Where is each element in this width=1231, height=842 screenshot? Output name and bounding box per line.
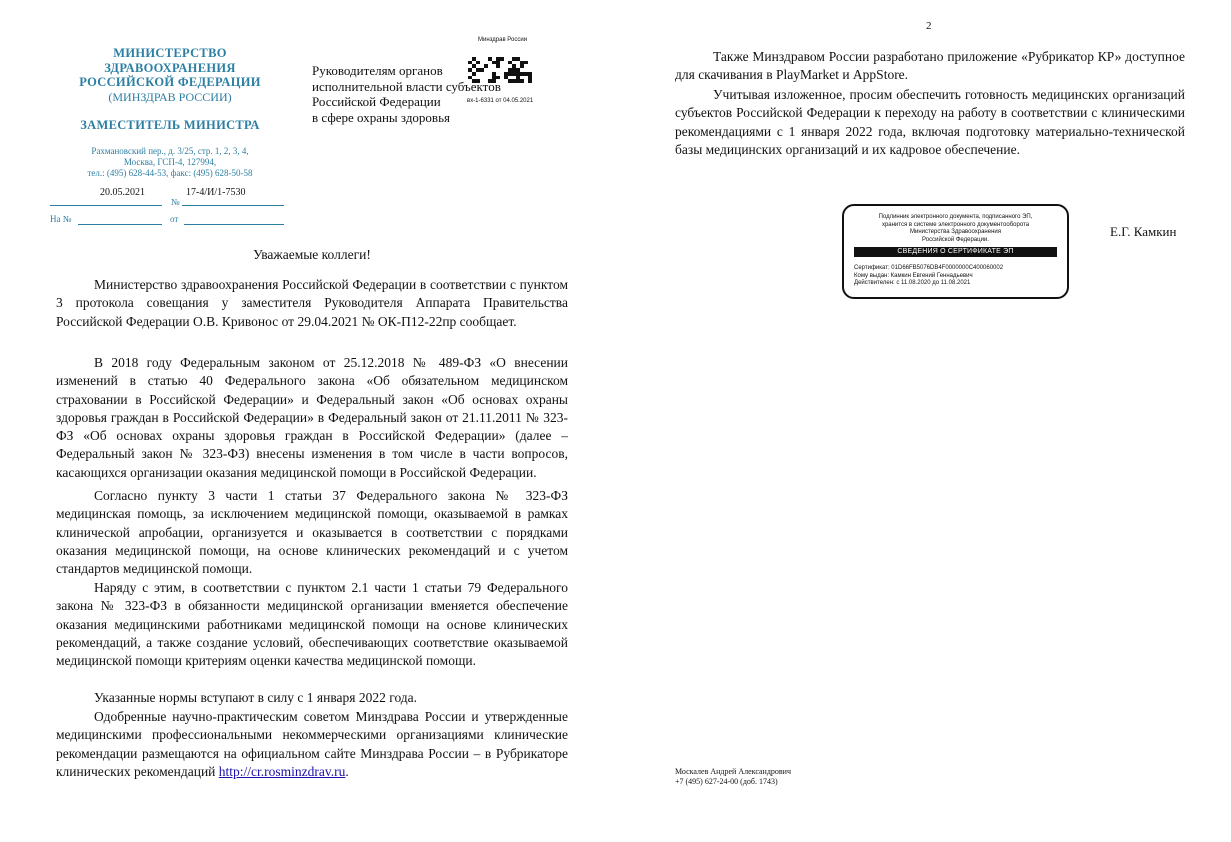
page2-paragraph-1	[675, 48, 1185, 85]
letterhead-position: ЗАМЕСТИТЕЛЬ МИНИСТРА	[80, 117, 260, 132]
stamp-line3: Министерства Здравоохранения	[909, 229, 1001, 235]
body-paragraph-3-text: Согласно пункту 3 части 1 статьи 37 Федерального закона № 323-ФЗ медицинская помощь, за исключением медицинской помощи, оказываемой в рамках клинической апробации, организуется и оказывается в соответствии с порядками оказания медицинской помощи, на основе клинических рекомендаций и с учетом стандартов медицинской помощи.	[56, 488, 568, 577]
body-paragraph-2	[56, 354, 568, 482]
body-paragraph-4-text: Наряду с этим, в соответствии с пунктом 2.1 части 1 статьи 79 Федерального закона № 323-ФЗ в обязанности медицинской организации вменяется обеспечение оказания медицинскими работниками медицинской помощи на основе клинических рекомендаций, а также создание условий, обеспечивающих соответствие оказываемой медицинской помощи критериям оценки качества медицинской помощи.	[56, 580, 568, 669]
stamp-validity: Действителен: с 11.08.2020 до 11.08.2021	[854, 280, 971, 286]
on-number-line	[78, 224, 162, 225]
body-paragraph-4	[56, 579, 568, 670]
addressee-line4: в сфере охраны здоровья	[312, 109, 450, 125]
page2-paragraph-1-text: Также Минздравом России разработано приложение «Рубрикатор КР» доступное для скачивания в PlayMarket и AppStore.	[675, 49, 1185, 83]
letterhead-ministry-line1: МИНИСТЕРСТВО	[113, 46, 227, 60]
addressee-line2: исполнительной власти субъектов	[312, 78, 501, 94]
body-paragraph-1-text: Министерство здравоохранения Российской Федерации в соответствии с пунктом 3 протокола совещания у заместителя Руководителя Аппарата Правительства Российской Федерации О.В. Кривонос от 29.04.2021 № ОК-П12-22пр сообщает.	[56, 277, 568, 329]
salutation: Уважаемые коллеги!	[253, 247, 371, 262]
signer-name: Е.Г. Камкин	[1110, 224, 1177, 239]
barcode-cell	[528, 79, 532, 83]
outgoing-date: 20.05.2021	[100, 187, 145, 198]
body-paragraph-6-end: .	[345, 763, 349, 779]
addressee-block	[312, 63, 512, 125]
body-paragraph-5	[56, 689, 568, 707]
body-paragraph-1	[56, 276, 568, 331]
letterhead-ministry-short: (МИНЗДРАВ РОССИИ)	[108, 89, 232, 104]
body-paragraph-6	[56, 708, 568, 781]
rubricator-link[interactable]: http://cr.rosminzdrav.ru	[218, 763, 346, 779]
from-line	[184, 224, 284, 225]
body-paragraph-3	[56, 487, 568, 578]
addressee-line3: Российской Федерации	[312, 94, 441, 109]
stamp-certificate-number: Сертификат: 01D66FB5076DB4F0000000C400060002	[854, 265, 1004, 271]
stamp-line2: хранится в системе электронного документооборота	[881, 221, 1030, 228]
barcode-top-caption: Минздрав России	[478, 37, 528, 43]
electronic-signature-stamp	[842, 204, 1069, 299]
letterhead	[60, 46, 280, 179]
executor-name: Москалев Андрей Александрович	[675, 767, 791, 776]
letterhead-address-line2: Москва, ГСП-4, 127994,	[123, 157, 217, 167]
number-line	[182, 205, 284, 206]
stamp-line4: Российской Федерации.	[922, 236, 989, 243]
letterhead-ministry-line2: ЗДРАВООХРАНЕНИЯ	[104, 60, 236, 75]
executor-block	[675, 767, 791, 787]
body-paragraph-6-text: Одобренные научно-практическим советом Минздрава России и утвержденные медицинскими профессиональными некоммерческими организациями клинические рекомендации размещаются на официальном сайте Минздрава России – в Рубрикаторе клинических рекомендаций	[56, 709, 568, 779]
stamp-certificate-header: СВЕДЕНИЯ О СЕРТИФИКАТЕ ЭП	[854, 247, 1057, 257]
page2-paragraph-2	[675, 86, 1185, 159]
page-number: 2	[926, 20, 932, 32]
executor-phone: +7 (495) 627-24-00 (доб. 1743)	[675, 777, 778, 786]
letterhead-ministry-line3: РОССИЙСКОЙ ФЕДЕРАЦИИ	[79, 75, 261, 89]
outgoing-number: 17-4/И/1-7530	[186, 187, 246, 198]
on-number-label: На №	[50, 214, 72, 224]
body-paragraph-2-text: В 2018 году Федеральным законом от 25.12.2018 № 489-ФЗ «О внесении изменений в статью 40 Федерального закона «Об обязательном медицинском страховании в Российской Федерации» и Федеральный закон «Об основах охраны здоровья граждан в Российской Федерации» в Федеральный закон от 21.11.2011 № 323-ФЗ «Об основах охраны здоровья граждан в Российской Федерации» (далее – Федеральный закон № 323-ФЗ) внесены изменения в том числе в части вопросов, касающихся организации оказания медицинской помощи в Российской Федерации.	[56, 355, 568, 480]
from-label: от	[170, 214, 179, 224]
number-sign-label: №	[171, 197, 180, 207]
letterhead-address-line1: Рахмановский пер., д. 3/25, стр. 1, 2, 3, 4,	[91, 146, 249, 156]
barcode-registration-caption: вх-1-6331 от 04.05.2021	[467, 98, 534, 104]
date-line	[50, 205, 162, 206]
stamp-issued-to: Кому выдан: Камкин Евгений Геннадьевич	[854, 272, 973, 279]
body-paragraph-5-text: Указанные нормы вступают в силу с 1 января 2022 года.	[94, 690, 418, 705]
letterhead-address-line3: тел.: (495) 628-44-53, факс: (495) 628-50-58	[87, 168, 253, 178]
page2-paragraph-2-text: Учитывая изложенное, просим обеспечить готовность медицинских организаций субъектов Российской Федерации к переходу на работу в соответствии с клиническими рекомендациями с 1 января 2022 года, включая подготовку материально-технической базы медицинских организаций и их кадровое обеспечение.	[675, 87, 1185, 157]
stamp-line1: Подлинник электронного документа, подписанного ЭП,	[878, 214, 1033, 220]
addressee-line1: Руководителям органов	[312, 63, 443, 78]
